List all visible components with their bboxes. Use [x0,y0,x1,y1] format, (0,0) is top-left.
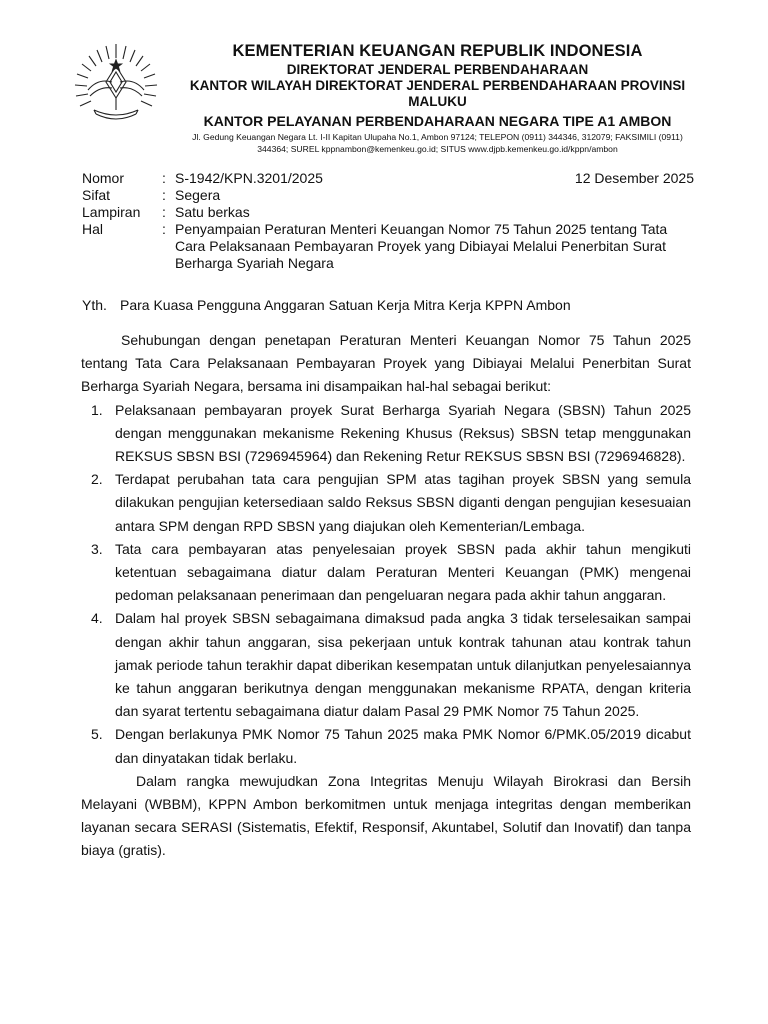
colon: : [162,170,166,186]
list-item-text: Tata cara pembayaran atas penyelesaian proyek SBSN pada akhir tahun mengikuti ketentuan sebagaimana diatur dalam Peraturan Menteri Keuangan (PMK) mengenai pedoman pelaksanaan penerimaan dan pengeluaran negara pada akhir tahun anggaran. [115,540,691,604]
list-item-text: Pelaksanaan pembayaran proyek Surat Berharga Syariah Negara (SBSN) Tahun 2025 dengan menggunakan mekanisme Rekening Khusus (Reksus) SBSN tetap menggunakan REKSUS SBSN BSI (7296945964) dan Rekening Retur REKSUS SBSN BSI (7296946828). [115,401,691,465]
letterhead [165,40,710,155]
list-item-number: 5. [91,726,103,743]
list-item [81,399,691,469]
points-list [81,399,691,770]
letter-body [81,329,691,863]
colon: : [162,221,166,237]
list-item-text: Dalam hal proyek SBSN sebagaimana dimaksud pada angka 3 tidak terselesaikan sampai dengan akhir tahun anggaran, sisa pekerjaan untuk kontrak tahunan atau kontrak tahun jamak periode tahun terakhir dapat diberikan kesempatan untuk dilanjutkan penyelesaiannya ke tahun anggaran berikutnya dengan menggunakan mekanisme RPATA, dengan kriteria dan syarat tertentu sebagaimana diatur dalam Pasal 29 PMK Nomor 75 Tahun 2025. [115,610,691,720]
hal-label: Hal [82,221,104,237]
service-office-name: KANTOR PELAYANAN PERBENDAHARAAN NEGARA TIPE A1 AMBON [203,113,672,129]
meta-row-hal [82,221,694,272]
address-line2: 344364; SUREL kppnambon@kemenkeu.go.id; SITUS www.djpb.kemenkeu.go.id/kppn/ambon [257,144,618,154]
list-item-number: 4. [91,610,103,627]
list-item-text: Dengan berlakunya PMK Nomor 75 Tahun 2025 maka PMK Nomor 6/PMK.05/2019 dicabut dan dinyatakan tidak berlaku. [115,726,691,766]
lampiran-value: Satu berkas [175,204,250,220]
list-item-text: Terdapat perubahan tata cara pengujian SPM atas tagihan proyek SBSN yang semula dilakukan pengujian ketersediaan saldo Reksus SBSN diganti dengan pengujian kesesuaian antara SPM dengan RPD SBSN yang diajukan oleh Kementerian/Lembaga. [115,471,691,534]
list-item-number: 1. [91,401,103,418]
regional-office-line2: MALUKU [408,94,467,109]
sifat-label: Sifat [82,187,111,203]
letter-date: 12 Desember 2025 [574,170,694,186]
meta-row-sifat [82,187,694,204]
nomor-value: S-1942/KPN.3201/2025 [175,170,323,186]
list-item [81,723,691,769]
colon: : [162,187,166,203]
lampiran-label: Lampiran [82,204,141,220]
ministry-name: KEMENTERIAN KEUANGAN REPUBLIK INDONESIA [232,42,643,60]
intro-paragraph: Sehubungan dengan penetapan Peraturan Menteri Keuangan Nomor 75 Tahun 2025 tentang Tata Cara Pelaksanaan Pembayaran Proyek yang Dibiayai Melalui Penerbitan Surat Berharga Syariah Negara, bersama ini disampaikan hal-hal sebagai berikut: [81,332,691,395]
list-item-number: 2. [91,471,103,488]
address-line1: Jl. Gedung Keuangan Negara Lt. I-II Kapitan Ulupaha No.1, Ambon 97124; TELEPON (0911) 344346, 312079; FAKSIMILI (0911) [192,132,683,142]
kemenkeu-emblem-icon [68,38,164,134]
colon: : [162,204,166,220]
directorate-name: DIREKTORAT JENDERAL PERBENDAHARAAN [286,62,589,77]
list-item [81,538,691,608]
letter-meta [82,170,694,272]
recipient-label: Yth. [82,297,107,313]
sifat-value: Segera [175,187,221,203]
recipient-name: Para Kuasa Pengguna Anggaran Satuan Kerja Mitra Kerja KPPN Ambon [120,297,571,313]
meta-row-lampiran [82,204,694,221]
list-item [81,468,691,538]
nomor-label: Nomor [82,170,125,186]
hal-value: Penyampaian Peraturan Menteri Keuangan Nomor 75 Tahun 2025 tentang Tata Cara Pelaksanaan Pembayaran Proyek yang Dibiayai Melalui Penerbitan Surat Berharga Syariah Negara [175,221,668,271]
list-item [81,607,691,723]
regional-office-line1: KANTOR WILAYAH DIREKTORAT JENDERAL PERBENDAHARAAN PROVINSI [189,78,686,93]
recipient [82,297,571,314]
list-item-number: 3. [91,540,103,557]
closing-paragraph: Dalam rangka mewujudkan Zona Integritas Menuju Wilayah Birokrasi dan Bersih Melayani (WBBM), KPPN Ambon berkomitmen untuk menjaga integritas dengan memberikan layanan secara SERASI (Sistematis, Efektif, Responsif, Akuntabel, Solutif dan Inovatif) dan tanpa biaya (gratis). [81,772,691,859]
